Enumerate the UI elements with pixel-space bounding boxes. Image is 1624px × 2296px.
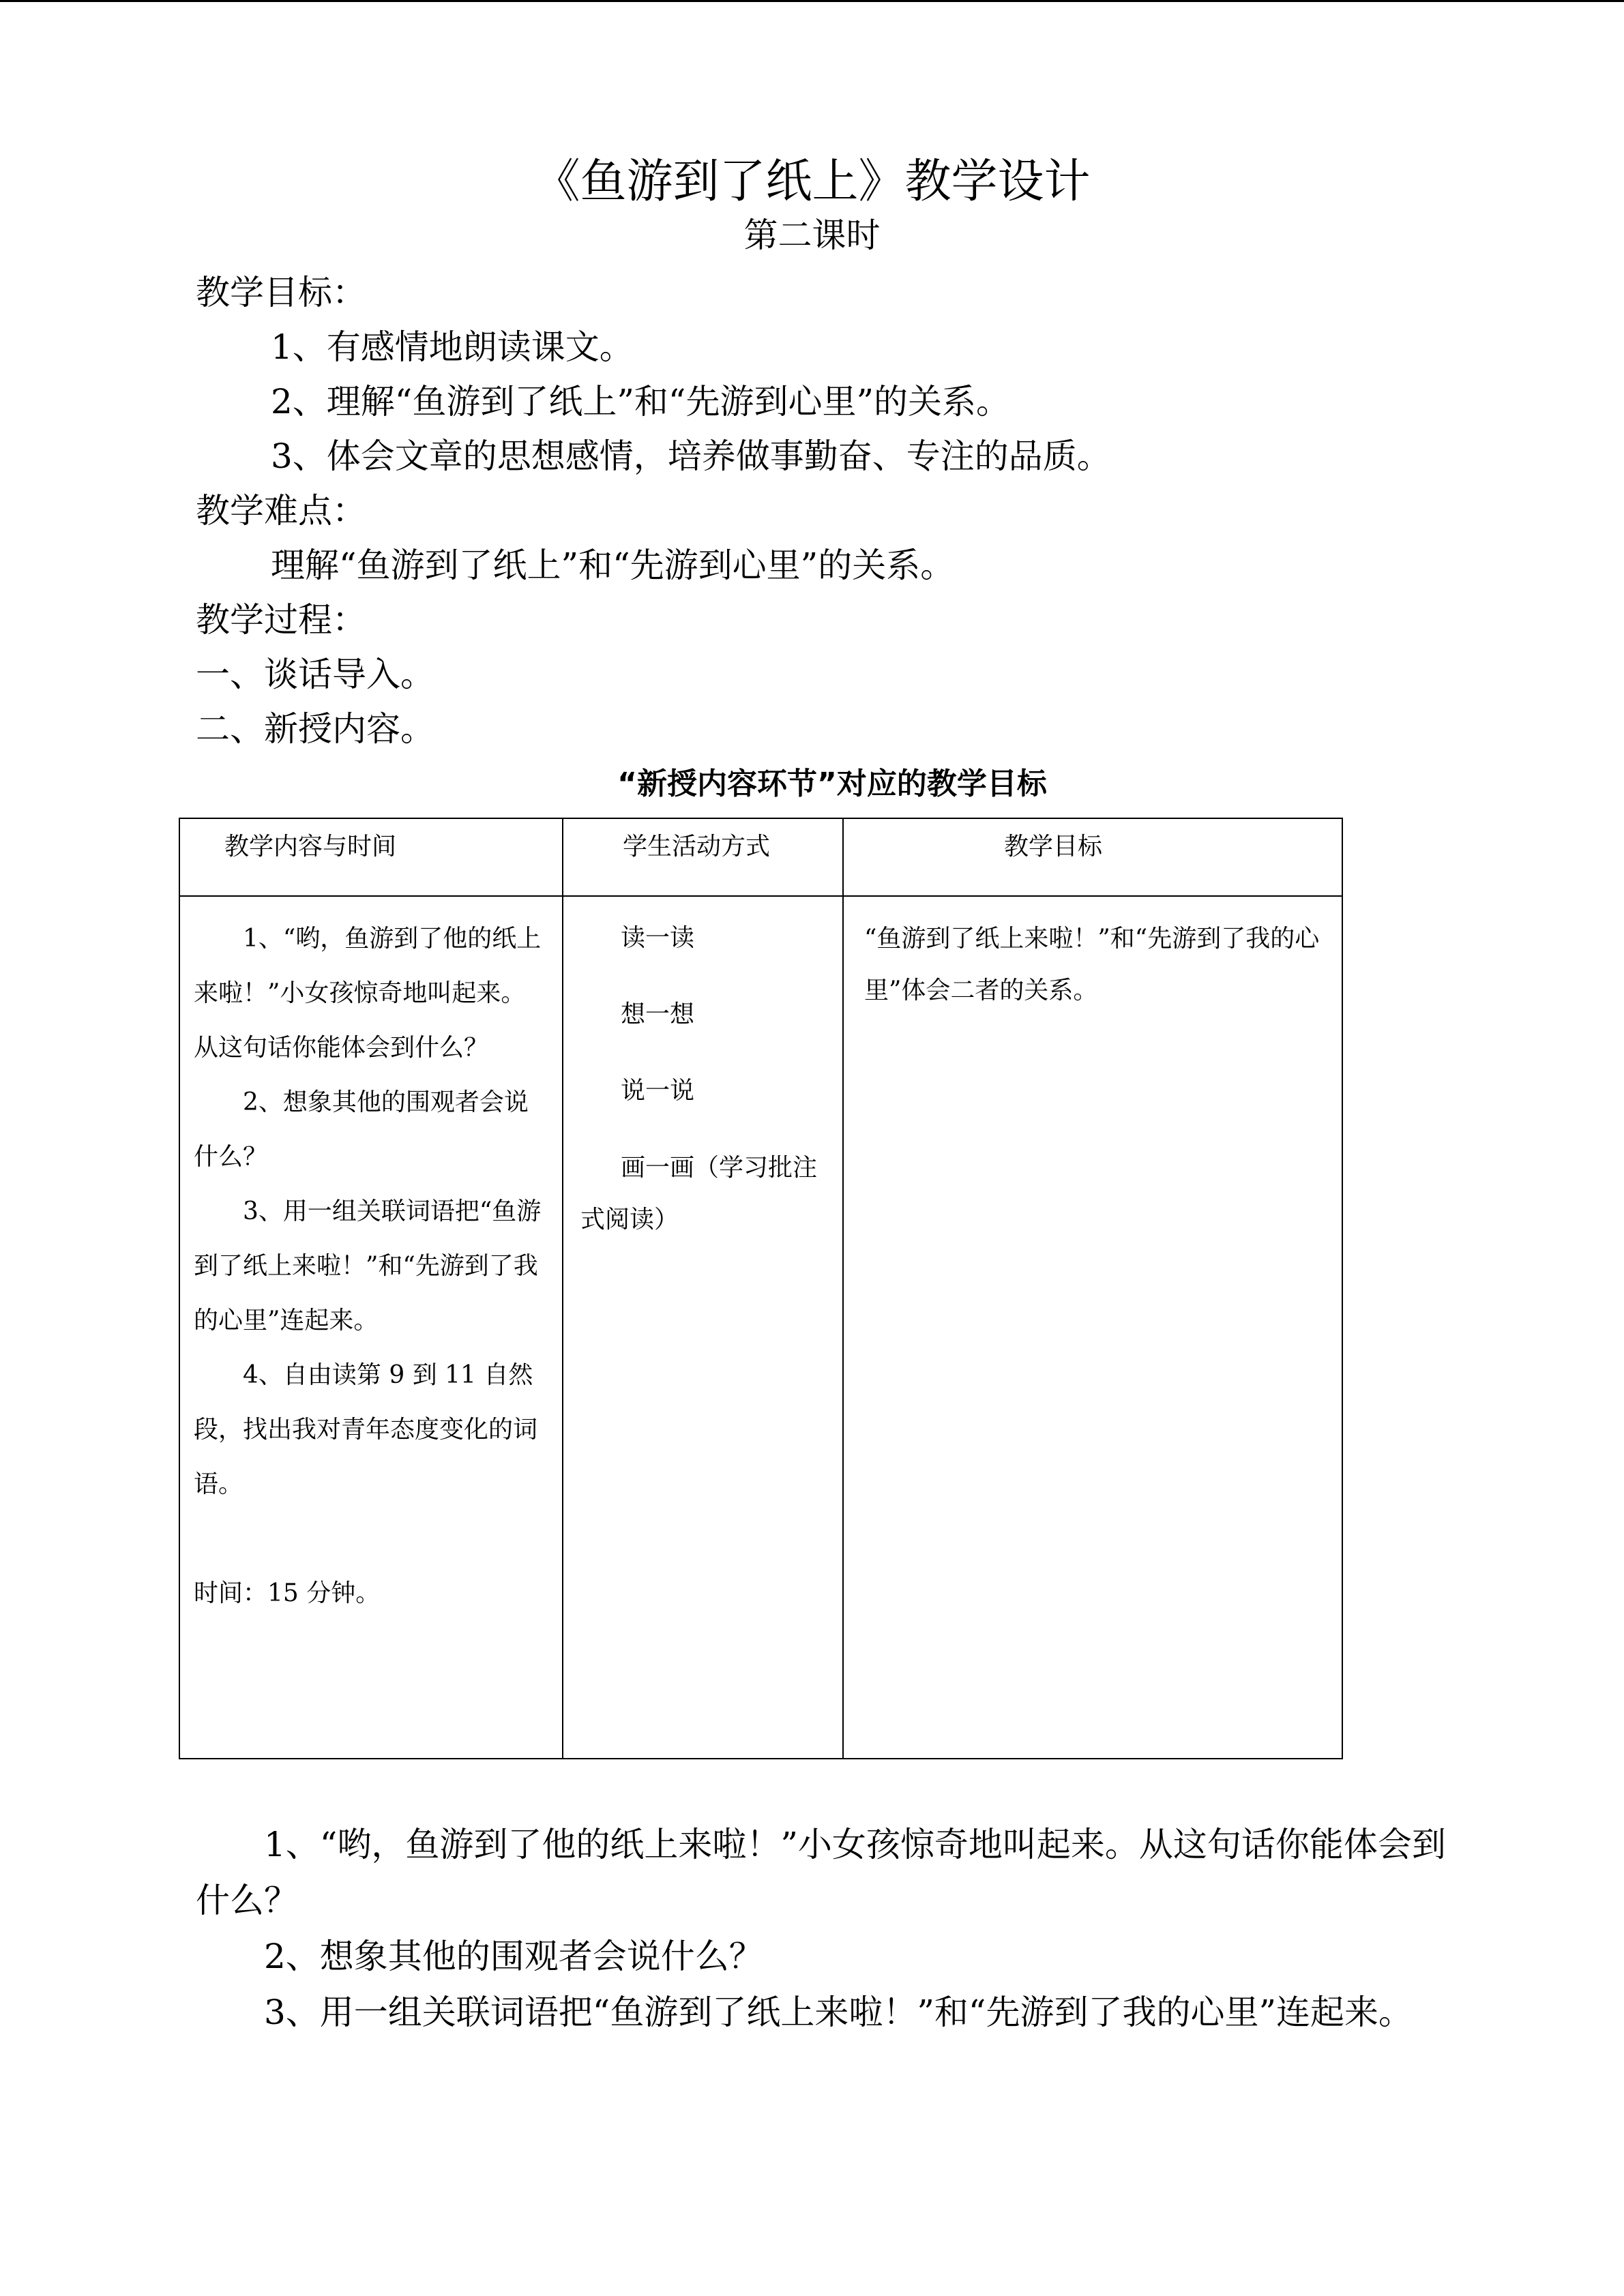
header-teaching-goal [843, 818, 1342, 896]
activity-item: 想一想 [621, 1000, 695, 1028]
objectives-heading: 教学目标： [196, 273, 366, 312]
objective-item: 2、理解“鱼游到了纸上”和“先游到心里”的关系。 [271, 382, 1011, 421]
header-label: 教学内容与时间 [224, 833, 397, 861]
goal-text: “鱼游到了纸上来啦！”和“先游到了我的心里”体会二者的关系。 [864, 925, 1320, 1004]
activity-cell [563, 896, 843, 1759]
content-item: 4、自由读第 9 到 11 自然段，找出我对青年态度变化的词语。 [194, 1361, 538, 1498]
top-border-line [0, 0, 1624, 2]
document-subtitle: 第二课时 [743, 215, 881, 255]
paragraph-text: 2、想象其他的围观者会说什么？ [264, 1937, 763, 1976]
objective-item: 3、体会文章的思想感情，培养做事勤奋、专注的品质。 [271, 436, 1111, 476]
header-content-time [179, 818, 563, 896]
process-heading: 教学过程： [196, 600, 366, 640]
content-item: 3、用一组关联词语把“鱼游到了纸上来啦！”和“先游到了我的心里”连起来。 [194, 1197, 542, 1335]
teaching-plan-table [179, 818, 1343, 1759]
activity-item: 画一画（学习批注式阅读） [580, 1154, 818, 1234]
difficulty-heading: 教学难点： [196, 491, 366, 531]
activity-item: 说一说 [621, 1077, 695, 1105]
difficulty-text: 理解“鱼游到了纸上”和“先游到心里”的关系。 [271, 546, 955, 585]
activity-item: 读一读 [621, 924, 695, 952]
paragraph-text: 1、“哟，鱼游到了他的纸上来啦！”小女孩惊奇地叫起来。从这句话你能体会到什么？ [196, 1825, 1446, 1920]
table-caption: “新授内容环节”对应的教学目标 [617, 766, 1047, 801]
header-label: 学生活动方式 [623, 833, 771, 861]
objective-item: 1、有感情地朗读课文。 [271, 327, 634, 367]
content-item: 2、想象其他的围观者会说什么？ [194, 1088, 529, 1171]
paragraph-text: 3、用一组关联词语把“鱼游到了纸上来啦！”和“先游到了我的心里”连起来。 [264, 1993, 1413, 2032]
paragraph [196, 1817, 1464, 1928]
paragraph [196, 1984, 1464, 2040]
paragraph [196, 1928, 1464, 1984]
content-cell [179, 896, 563, 1759]
goal-cell [843, 896, 1342, 1759]
header-student-activity [563, 818, 843, 896]
table-header-row [179, 818, 1342, 896]
time-allotment: 时间：15 分钟。 [194, 1579, 381, 1607]
process-step: 一、谈话导入。 [196, 655, 434, 694]
content-item: 1、“哟，鱼游到了他的纸上来啦！”小女孩惊奇地叫起来。从这句话你能体会到什么？ [194, 925, 542, 1062]
table-row [179, 896, 1342, 1759]
document-title: 《鱼游到了纸上》教学设计 [533, 155, 1091, 209]
header-label: 教学目标 [1004, 833, 1103, 861]
process-step: 二、新授内容。 [196, 709, 434, 749]
